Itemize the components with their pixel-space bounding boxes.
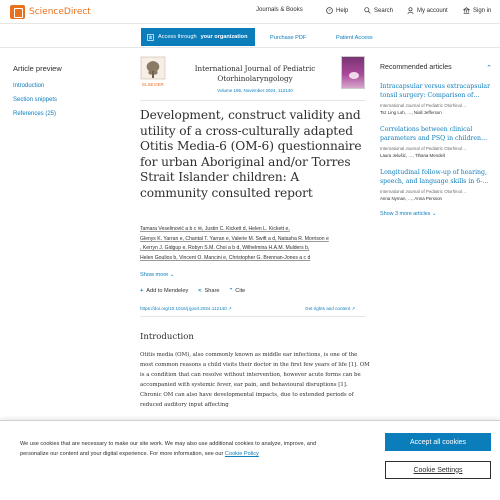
user-icon <box>407 7 414 14</box>
journals-books-label: Journals & Books <box>256 7 303 13</box>
recommended-article-journal: International Journal of Pediatric Otorhinol… <box>380 103 467 108</box>
show-more-button[interactable] <box>140 272 175 278</box>
divider <box>140 100 366 101</box>
add-to-mendeley-button[interactable] <box>140 288 188 294</box>
show-more-articles-label: Show 3 more articles <box>380 211 431 217</box>
logo-text: ScienceDirect <box>29 7 91 17</box>
my-account-link[interactable] <box>407 7 448 14</box>
author-list <box>140 225 368 263</box>
chevron-up-icon: ⌃ <box>486 65 492 72</box>
cite-button[interactable] <box>229 288 245 294</box>
institution-icon <box>147 34 154 41</box>
sciencedirect-logo-icon <box>10 5 25 19</box>
access-bar <box>0 26 500 48</box>
journals-books-link[interactable] <box>256 7 303 13</box>
my-account-label: My account <box>417 7 448 14</box>
cookie-settings-button[interactable]: Cookie Settings <box>385 461 491 479</box>
author-line[interactable]: Tamara Veselinović a b c ✉, Justin C. Kickett d, Helen L. Kickett e, <box>140 226 290 232</box>
share-button[interactable] <box>198 288 219 294</box>
sidebar-item-references[interactable]: References (25) <box>13 111 57 117</box>
institution-icon <box>463 7 470 14</box>
sidebar-item-introduction[interactable]: Introduction <box>13 83 45 89</box>
journal-volume-link[interactable]: Volume 186, November 2024, 112140 <box>217 88 293 93</box>
elsevier-logo[interactable] <box>140 56 166 88</box>
recommended-heading: Recommended articles <box>380 64 452 71</box>
help-icon <box>326 7 333 14</box>
author-line[interactable]: , Kerryn J. Gidgup e, Robyn S.M. Choi a b d, Wilhelmina H.A.M. Mulders b, <box>140 245 310 252</box>
quote-icon: ” <box>229 288 233 294</box>
recommended-article-title[interactable]: Correlations between clinical parameters and PSQ in children… <box>380 126 488 142</box>
sign-in-link[interactable] <box>463 7 491 14</box>
access-through-organization-button[interactable] <box>141 28 255 46</box>
doi-text: https://doi.org/10.1016/j.ijporl.2024.112140 <box>140 306 227 311</box>
recommended-article <box>380 125 492 158</box>
recommended-article-authors: Tsz Ling Loh, …, Niall Jefferson <box>380 110 442 115</box>
article-outline-sidebar <box>13 64 123 125</box>
sidebar-title: Article preview <box>13 64 62 73</box>
show-more-articles-button[interactable] <box>380 211 492 217</box>
sidebar-item-section-snippets[interactable]: Section snippets <box>13 97 58 103</box>
author-line[interactable]: Glenys K. Yarran e, Chantal T. Yarran e, Valerie M. Swift a d, Natasha R. Morrison e <box>140 235 329 242</box>
svg-text:ELSEVIER: ELSEVIER <box>142 82 164 87</box>
show-more-label: Show more <box>140 272 169 278</box>
recommended-article-title[interactable]: Intracapsular versus extracapsular tonsil surgery: Comparison of… <box>380 83 491 99</box>
access-org: your organization <box>200 34 248 40</box>
cookie-banner <box>0 420 500 500</box>
help-label: Help <box>336 7 349 14</box>
doi-link[interactable] <box>140 306 232 312</box>
introduction-paragraph: Otitis media (OM), also commonly known as middle ear infections, is one of the most common reasons a child visits their doctor in the first few years of life [1]. OM is a condition that can resolve without intervention, however acute forms can be accompanied with systemic fever, ear pain, and behavioural disruptions [1]. Chronic OM can also have developmental impacts, due to extended periods of reduced auditory input affecting <box>140 352 370 408</box>
recommended-article-journal: International Journal of Pediatric Otorhinol… <box>380 146 467 151</box>
purchase-pdf-link[interactable]: Purchase PDF <box>270 35 307 41</box>
accept-all-cookies-button[interactable]: Accept all cookies <box>385 433 491 451</box>
plus-icon: + <box>140 288 144 294</box>
share-icon: < <box>198 288 202 294</box>
chevron-down-icon: ⌄ <box>169 272 175 278</box>
cookie-text: We use cookies that are necessary to make our site work. We may also use additional cookies to analyze, improve, and personalize our content and your digital experience. For more information, see our <box>20 441 317 457</box>
help-link[interactable] <box>326 7 348 14</box>
recommended-article-title[interactable]: Longitudinal follow-up of hearing, speech, and language skills in 6-… <box>380 169 489 185</box>
access-prefix: Access through <box>158 34 197 40</box>
cookie-message <box>20 439 320 459</box>
cite-label: Cite <box>235 288 246 294</box>
divider <box>140 316 366 317</box>
rights-text: Get rights and content <box>305 306 351 311</box>
search-link[interactable] <box>364 7 393 14</box>
recommended-article-authors: Anna Nyman, …, Anna Persson <box>380 196 442 201</box>
cookie-policy-link[interactable]: Cookie Policy <box>224 451 259 457</box>
mendeley-label: Add to Mendeley <box>146 288 189 294</box>
elsevier-tree-icon <box>140 56 166 88</box>
recommended-article-authors: Laura Jelušić, …, Tihana Mendeš <box>380 153 446 158</box>
journal-name-link[interactable]: International Journal of Pediatric Otorhinolaryngology <box>194 64 316 83</box>
author-line[interactable]: Helen Goulios b, Vincent O. Mancini e, Christopher G. Brennan-Jones a c d <box>140 254 311 261</box>
svg-text:?: ? <box>328 8 331 14</box>
share-label: Share <box>204 288 220 294</box>
rights-content-link[interactable] <box>305 306 355 312</box>
journal-cover-image[interactable] <box>341 56 365 89</box>
top-navigation-bar <box>0 0 500 24</box>
search-label: Search <box>374 7 394 14</box>
external-link-icon: ↗ <box>228 306 232 311</box>
recommended-article-journal: International Journal of Pediatric Otorhinol… <box>380 189 467 194</box>
external-link-icon: ↗ <box>351 306 356 311</box>
recommended-articles-panel <box>380 64 492 217</box>
patient-access-link[interactable]: Patient Access <box>336 35 373 41</box>
article-actions <box>140 288 245 294</box>
search-icon <box>364 7 371 14</box>
chevron-down-icon: ⌄ <box>431 211 437 217</box>
sign-in-label: Sign in <box>473 7 492 14</box>
recommended-article <box>380 82 492 115</box>
article-title: Development, construct validity and utility of a cross-culturally adapted Otitis Media-6 (OM-6) questionnaire for urban Aboriginal and/or Torres Strait Islander children: A community consulted report <box>140 108 362 200</box>
recommended-article <box>380 168 492 201</box>
introduction-heading: Introduction <box>140 332 194 342</box>
sciencedirect-logo[interactable] <box>10 5 91 19</box>
recommended-header[interactable] <box>380 64 492 72</box>
